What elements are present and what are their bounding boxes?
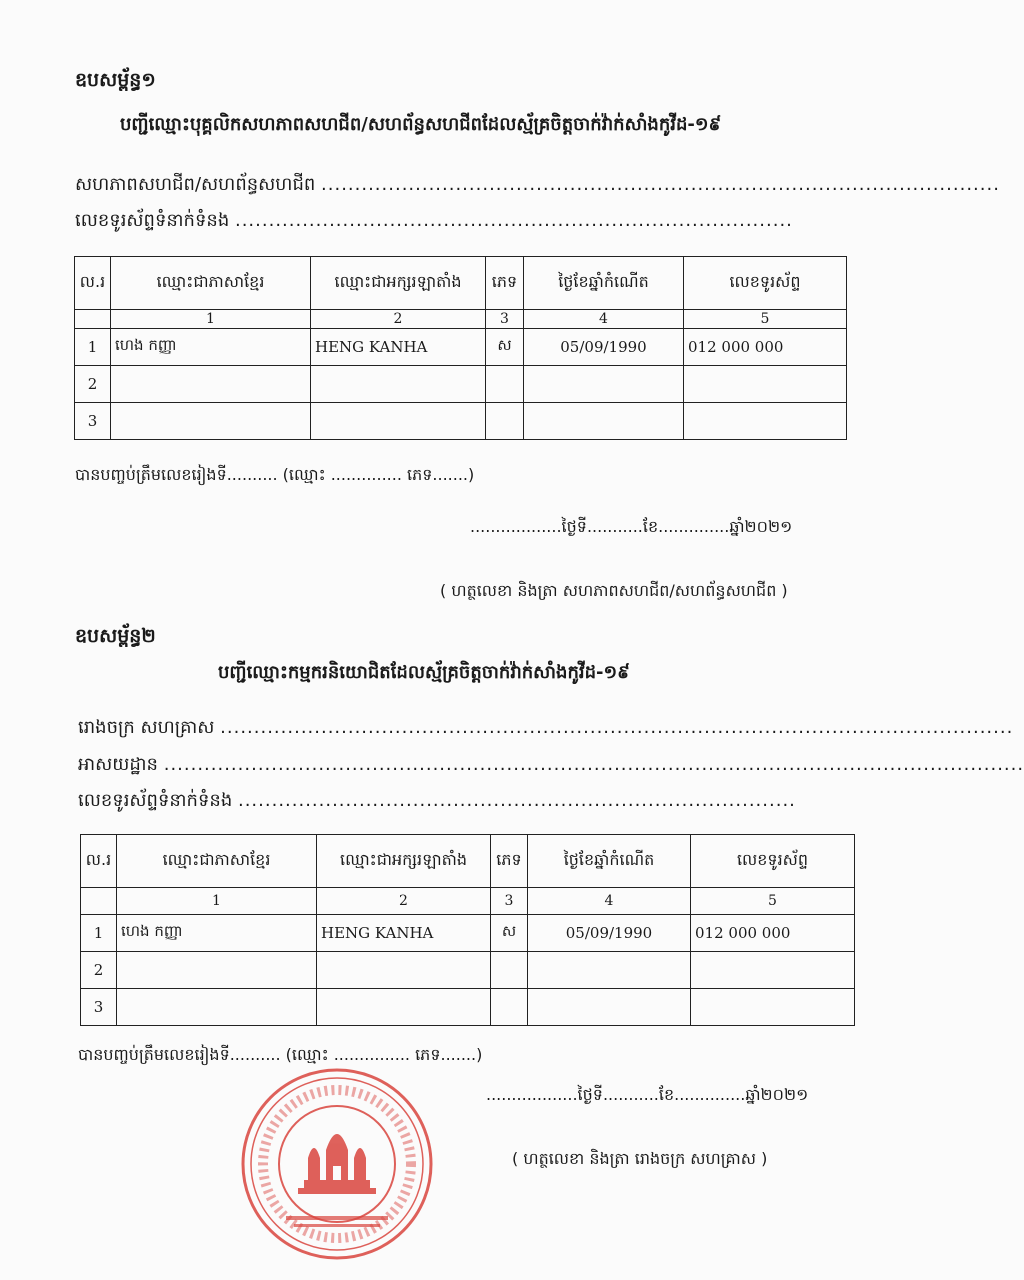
- col-number: 1: [111, 310, 311, 329]
- annex2-phone-field: [78, 788, 796, 815]
- cell-dob[interactable]: [528, 952, 691, 989]
- field-label: រោងចក្រ សហគ្រាស: [78, 717, 215, 738]
- col-header-no: ល.រ: [81, 835, 117, 888]
- cell-sex[interactable]: ស: [486, 329, 524, 366]
- fill-line[interactable]: .....................................................................................................: [321, 174, 1000, 195]
- field-label: លេខទូរស័ព្ទទំនាក់ទំនង: [75, 210, 230, 231]
- cell-sex[interactable]: [491, 989, 528, 1026]
- cell-phone[interactable]: [684, 366, 847, 403]
- annex2-label: ឧបសម្ព័ន្ធ២: [75, 625, 156, 647]
- table-row: [81, 915, 855, 952]
- cell-sex[interactable]: [491, 952, 528, 989]
- col-number: 4: [524, 310, 684, 329]
- annex1-phone-field: [75, 208, 793, 235]
- cell-khmer-name[interactable]: [111, 366, 311, 403]
- cell-dob[interactable]: 05/09/1990: [524, 329, 684, 366]
- cell-sex[interactable]: [486, 366, 524, 403]
- table-row: [75, 366, 847, 403]
- cell-dob[interactable]: [528, 989, 691, 1026]
- annex1-ended-line: បានបញ្ចប់ត្រឹមលេខរៀងទី.......... (ឈ្មោះ .............. ភេទ.......): [75, 465, 475, 484]
- cell-dob[interactable]: 05/09/1990: [528, 915, 691, 952]
- annex2-ended-line: បានបញ្ចប់ត្រឹមលេខរៀងទី.......... (ឈ្មោះ ............... ភេទ.......): [78, 1045, 483, 1064]
- cell-latin-name[interactable]: HENG KANHA: [311, 329, 486, 366]
- cell-phone[interactable]: 012 000 000: [684, 329, 847, 366]
- col-number: 1: [117, 888, 317, 915]
- col-header-khmer-name: ឈ្មោះជាភាសាខ្មែរ: [111, 257, 311, 310]
- annex1-label: ឧបសម្ព័ន្ធ១: [75, 69, 156, 91]
- col-number: [81, 888, 117, 915]
- annex2-signature-caption: ( ហត្ថលេខា និងត្រា រោងចក្រ សហគ្រាស ): [512, 1149, 768, 1168]
- annex1-signature-caption: ( ហត្ថលេខា និងត្រា សហភាពសហជីព/សហព័ន្ធសហជីព ): [440, 581, 788, 600]
- cell-no: 3: [81, 989, 117, 1026]
- col-header-sex: ភេទ: [486, 257, 524, 310]
- fill-line[interactable]: ...................................................................................: [237, 790, 796, 811]
- cell-khmer-name[interactable]: [111, 403, 311, 440]
- fill-line[interactable]: ......................................................................................................................: [220, 717, 1014, 738]
- cell-khmer-name[interactable]: ហេង កញ្ញា: [117, 915, 317, 952]
- col-header-sex: ភេទ: [491, 835, 528, 888]
- col-number: 2: [317, 888, 491, 915]
- official-stamp-seal: [238, 1066, 436, 1262]
- field-label: សហភាពសហជីព/សហព័ន្ធសហជីព: [75, 174, 316, 195]
- col-header-phone: លេខទូរស័ព្ទ: [684, 257, 847, 310]
- col-header-dob: ថ្ងៃខែឆ្នាំកំណើត: [524, 257, 684, 310]
- cell-latin-name[interactable]: [311, 366, 486, 403]
- field-label: លេខទូរស័ព្ទទំនាក់ទំនង: [78, 790, 233, 811]
- table-row: [81, 989, 855, 1026]
- col-header-no: ល.រ: [75, 257, 111, 310]
- col-header-latin-name: ឈ្មោះជាអក្សរឡាតាំង: [317, 835, 491, 888]
- col-number: [75, 310, 111, 329]
- cell-no: 3: [75, 403, 111, 440]
- col-number: 3: [491, 888, 528, 915]
- col-number: 4: [528, 888, 691, 915]
- annex1-date-line: ..................ថ្ងៃទី...........ខែ..............ឆ្នាំ២០២១: [470, 517, 793, 536]
- fill-line[interactable]: ................................................................................................................................: [163, 754, 1024, 775]
- cell-no: 1: [81, 915, 117, 952]
- table-number-row: [75, 310, 847, 329]
- cell-phone[interactable]: [684, 403, 847, 440]
- table-number-row: [81, 888, 855, 915]
- annex2-table: [80, 834, 855, 1026]
- cell-khmer-name[interactable]: ហេង កញ្ញា: [111, 329, 311, 366]
- cell-sex[interactable]: [486, 403, 524, 440]
- cell-dob[interactable]: [524, 403, 684, 440]
- col-header-khmer-name: ឈ្មោះជាភាសាខ្មែរ: [117, 835, 317, 888]
- annex1-title: បញ្ជីឈ្មោះបុគ្គលិកសហភាពសហជីព/សហព័ន្ធសហជីពដែលស្ម័គ្រចិត្តចាក់វ៉ាក់សាំងកូវីដ-១៩: [120, 114, 722, 135]
- table-header-row: [81, 835, 855, 888]
- cell-phone[interactable]: 012 000 000: [691, 915, 855, 952]
- col-number: 5: [691, 888, 855, 915]
- table-row: [75, 403, 847, 440]
- cell-no: 2: [75, 366, 111, 403]
- cell-latin-name[interactable]: [311, 403, 486, 440]
- table-header-row: [75, 257, 847, 310]
- cell-phone[interactable]: [691, 989, 855, 1026]
- cell-no: 2: [81, 952, 117, 989]
- cell-no: 1: [75, 329, 111, 366]
- table-row: [81, 952, 855, 989]
- table-row: [75, 329, 847, 366]
- cell-khmer-name[interactable]: [117, 989, 317, 1026]
- cell-dob[interactable]: [524, 366, 684, 403]
- annex2-factory-field: [78, 715, 1013, 742]
- cell-phone[interactable]: [691, 952, 855, 989]
- field-label: អាសយដ្ឋាន: [78, 754, 158, 775]
- annex2-address-field: [78, 752, 1024, 779]
- annex2-date-line: ..................ថ្ងៃទី...........ខែ..............ឆ្នាំ២០២១: [486, 1085, 809, 1104]
- col-header-dob: ថ្ងៃខែឆ្នាំកំណើត: [528, 835, 691, 888]
- cell-latin-name[interactable]: [317, 952, 491, 989]
- col-number: 2: [311, 310, 486, 329]
- col-header-phone: លេខទូរស័ព្ទ: [691, 835, 855, 888]
- col-header-latin-name: ឈ្មោះជាអក្សរឡាតាំង: [311, 257, 486, 310]
- col-number: 3: [486, 310, 524, 329]
- cell-sex[interactable]: ស: [491, 915, 528, 952]
- col-number: 5: [684, 310, 847, 329]
- cell-latin-name[interactable]: HENG KANHA: [317, 915, 491, 952]
- annex1-table: [74, 256, 847, 440]
- fill-line[interactable]: ...................................................................................: [234, 210, 793, 231]
- annex2-title: បញ្ជីឈ្មោះកម្មករនិយោជិតដែលស្ម័គ្រចិត្តចាក់វ៉ាក់សាំងកូវីដ-១៩: [218, 662, 630, 683]
- cell-latin-name[interactable]: [317, 989, 491, 1026]
- annex1-union-field: [75, 172, 1000, 199]
- cell-khmer-name[interactable]: [117, 952, 317, 989]
